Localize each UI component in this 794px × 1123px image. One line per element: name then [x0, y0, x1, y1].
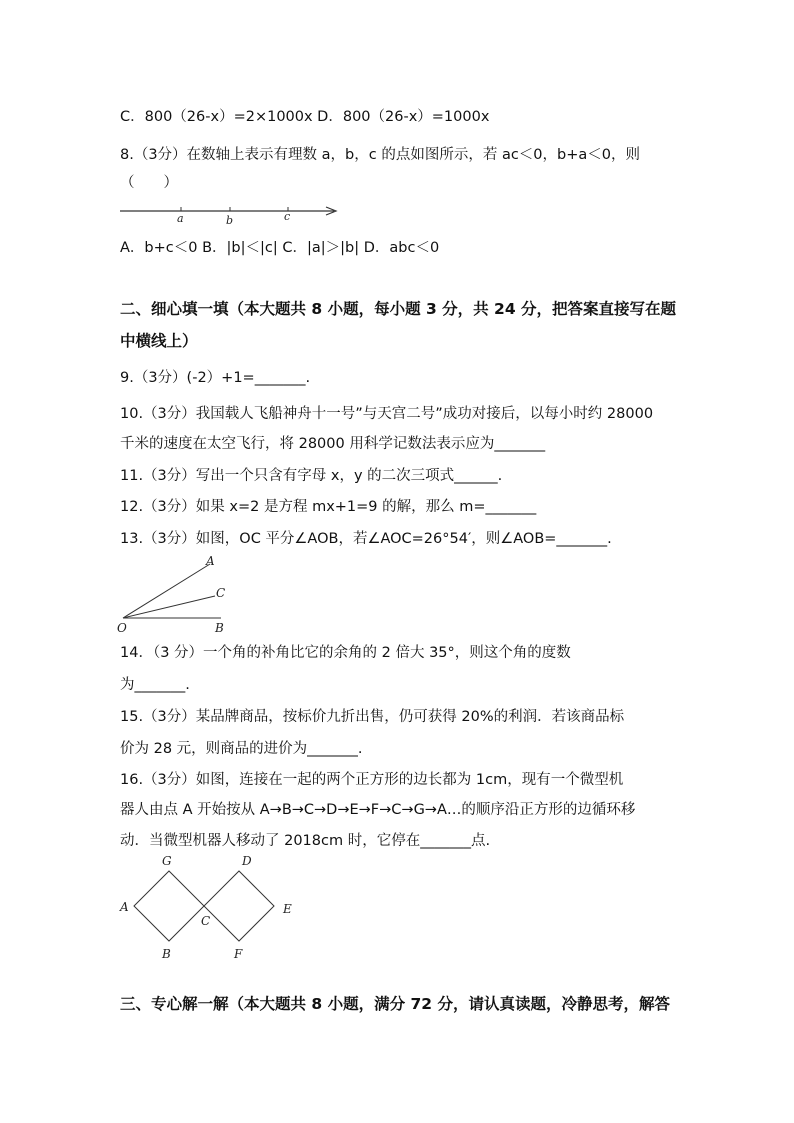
ray-oa [123, 564, 210, 618]
q8-stem-line1: 8.（3分）在数轴上表示有理数 a，b，c 的点如图所示，若 ac＜0，b+a＜0，则 [120, 147, 640, 163]
q10-line1: 10.（3分）我国载人飞船神舟十一号”与天宫二号”成功对接后，以每小时约 28000 [120, 406, 654, 422]
point-c-label: c [284, 210, 291, 223]
label-b: B [162, 947, 171, 961]
point-b-label: b [226, 214, 234, 227]
q10-line2: 千米的速度在太空飞行，将 28000 用科学记数法表示应为_______ [120, 436, 546, 452]
label-a: A [206, 554, 215, 568]
q8-options: A．b+c＜0 B．|b|＜|c| C．|a|＞|b| D．abc＜0 [120, 240, 440, 256]
label-b: B [215, 621, 224, 635]
q7-options-cd: C．800（26-x）=2×1000x D．800（26-x）=1000x [120, 109, 490, 125]
q14-line2: 为_______. [120, 677, 190, 693]
label-f: F [234, 947, 243, 961]
q16-line3: 动．当微型机器人移动了 2018cm 时，它停在_______点. [120, 833, 491, 849]
ray-oc [123, 596, 215, 618]
section3-title-line1: 三、专心解一解（本大题共 8 小题，满分 72 分，请认真读题，冷静思考，解答 [120, 995, 670, 1013]
label-c: C [216, 586, 226, 600]
section2-title-line2: 中横线上） [120, 332, 198, 350]
q16-line2: 器人由点 A 开始按从 A→B→C→D→E→F→C→G→A…的顺序沿正方形的边循环移 [120, 802, 636, 818]
q12-text: 12.（3分）如果 x=2 是方程 mx+1=9 的解，那么 m=_______ [120, 499, 537, 515]
label-o: O [117, 621, 127, 635]
number-line-figure [118, 198, 348, 228]
q15-line1: 15.（3分）某品牌商品，按标价九折出售，仍可获得 20%的利润．若该商品标 [120, 709, 625, 725]
label-d: D [242, 854, 252, 868]
q16-line1: 16.（3分）如图，连接在一起的两个正方形的边长都为 1cm，现有一个微型机 [120, 772, 624, 788]
q8-stem-line2: （ ） [120, 175, 178, 191]
q9-text: 9.（3分）(-2）+1=_______. [120, 370, 311, 386]
label-c: C [201, 914, 211, 928]
q13-text: 13.（3分）如图，OC 平分∠AOB，若∠AOC=26°54′，则∠AOB=_______. [120, 531, 612, 547]
q14-line1: 14．（3 分）一个角的补角比它的余角的 2 倍大 35°，则这个角的度数 [120, 645, 571, 661]
label-a: A [120, 900, 129, 914]
two-squares-figure [114, 850, 299, 962]
right-square [204, 871, 274, 941]
label-g: G [162, 854, 172, 868]
q11-text: 11.（3分）写出一个只含有字母 x，y 的二次三项式______. [120, 468, 503, 484]
angle-bisector-figure [115, 552, 240, 636]
section2-title-line1: 二、细心填一填（本大题共 8 小题，每小题 3 分，共 24 分，把答案直接写在题 [120, 300, 677, 318]
label-e: E [283, 902, 292, 916]
left-square [134, 871, 204, 941]
point-a-label: a [177, 212, 184, 225]
q15-line2: 价为 28 元，则商品的进价为_______. [120, 741, 363, 757]
